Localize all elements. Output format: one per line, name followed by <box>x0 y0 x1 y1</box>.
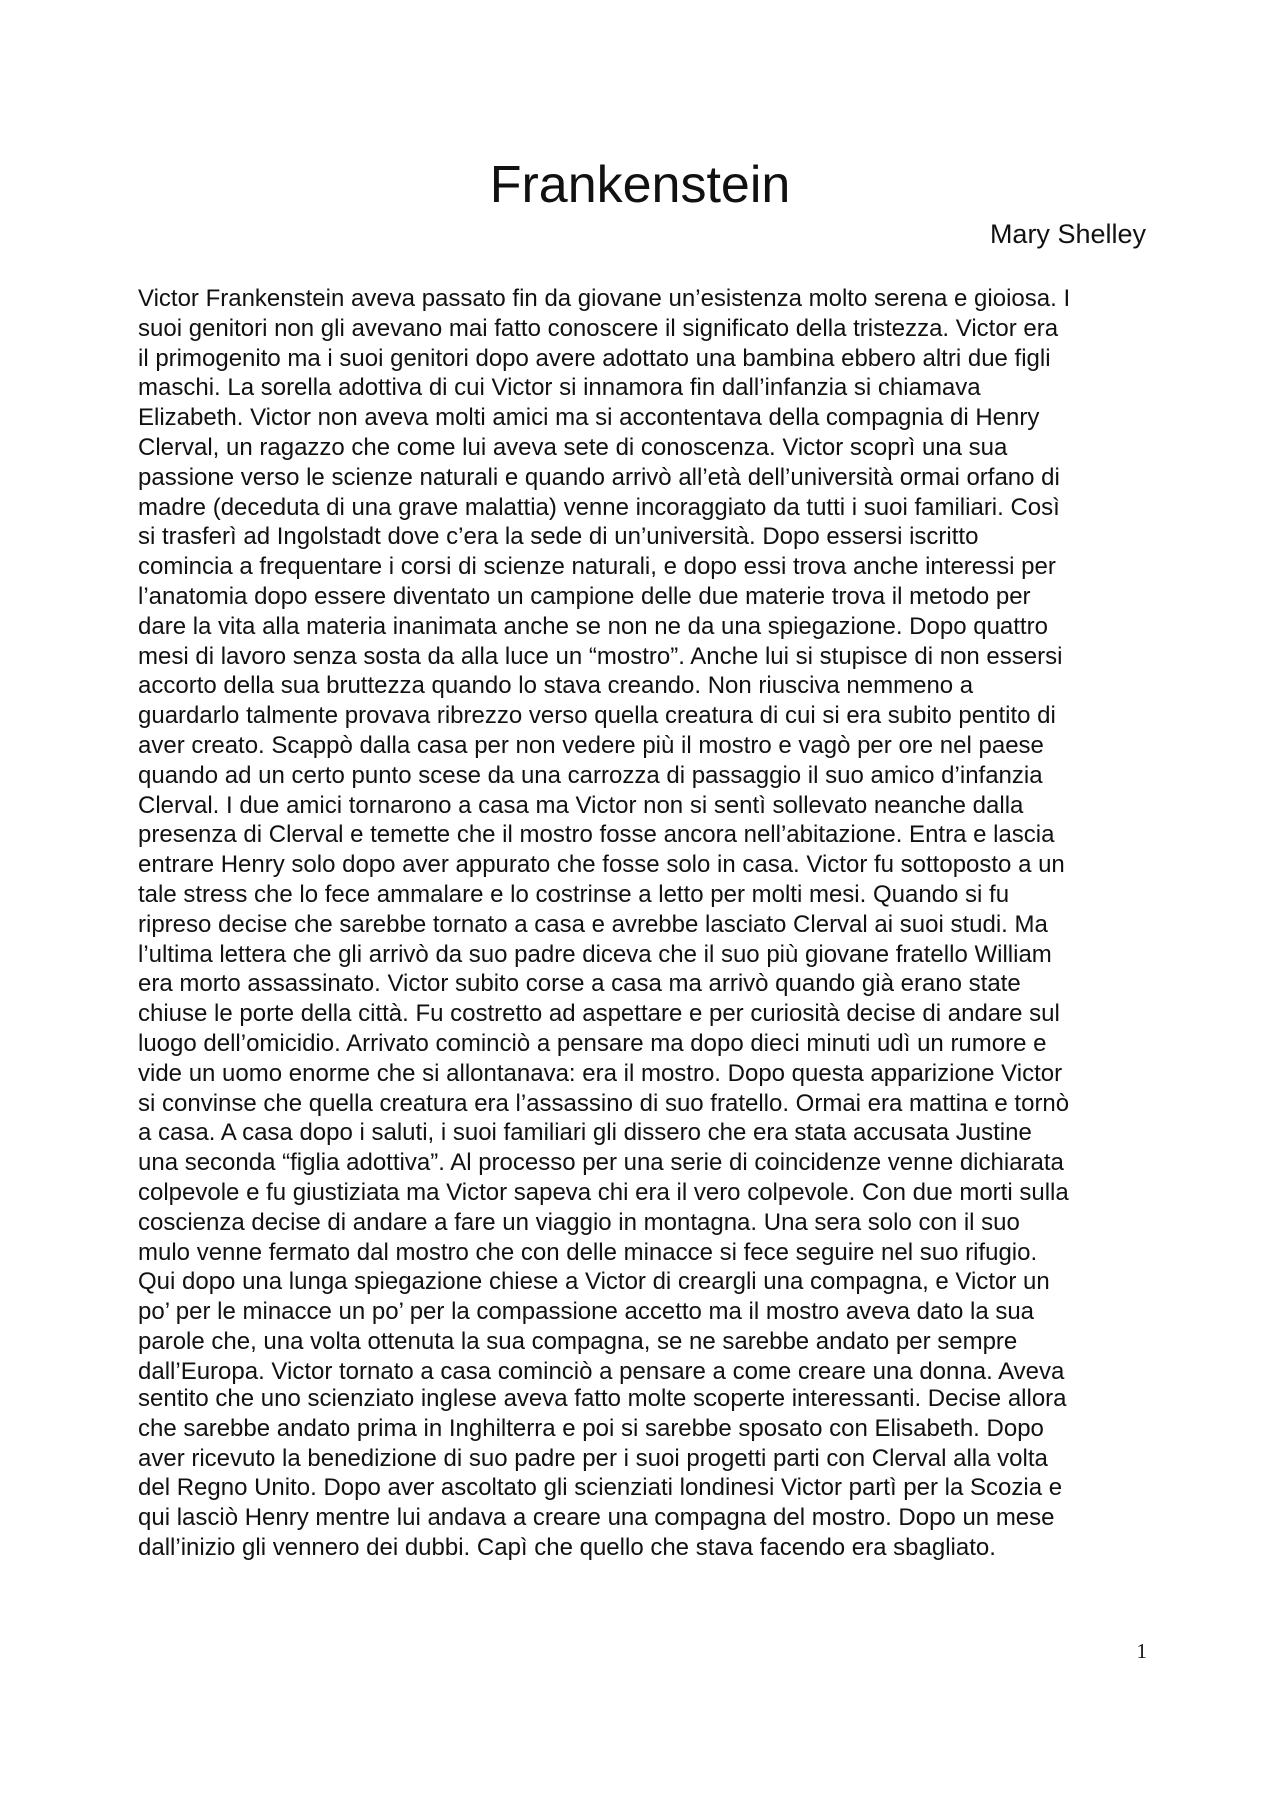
text-line: tale stress che lo fece ammalare e lo costrinse a letto per molti mesi. Quando si fu <box>138 880 1010 908</box>
text-line: Victor Frankenstein aveva passato fin da giovane un’esistenza molto serena e gioiosa. I <box>138 285 1071 312</box>
text-line: passione verso le scienze naturali e quando arrivò all’età dell’università ormai orfano di <box>138 463 1060 491</box>
text-line: Elizabeth. Victor non aveva molti amici ma si accontentava della compagnia di Henry <box>138 404 1040 432</box>
text-line: l’ultima lettera che gli arrivò da suo padre diceva che il suo più giovane fratello William <box>138 940 1052 968</box>
text-line: guardarlo talmente provava ribrezzo verso quella creatura di cui si era subito pentito di <box>138 702 1056 730</box>
text-line: presenza di Clerval e temette che il mostro fosse ancora nell’abitazione. Entra e lascia <box>138 821 1055 849</box>
text-line: luogo dell’omicidio. Arrivato cominciò a pensare ma dopo dieci minuti udì un rumore e <box>138 1029 1047 1057</box>
text-line: era morto assassinato. Victor subito corse a casa ma arrivò quando già erano state <box>138 970 1021 998</box>
text-line: coscienza decise di andare a fare un viaggio in montagna. Una sera solo con il suo <box>138 1208 1020 1236</box>
text-line: dall’inizio gli vennero dei dubbi. Capì che quello che stava facendo era sbagliato. <box>138 1533 996 1561</box>
text-line: aver ricevuto la benedizione di suo padre per i suoi progetti parti con Clerval alla volta <box>138 1444 1048 1472</box>
text-line: ripreso decise che sarebbe tornato a casa e avrebbe lasciato Clerval ai suoi studi. Ma <box>138 910 1048 938</box>
text-line: maschi. La sorella adottiva di cui Victor si innamora fin dall’infanzia si chiamava <box>138 374 981 402</box>
text-line: sentito che uno scienziato inglese aveva fatto molte scoperte interessanti. Decise allora <box>138 1385 1067 1412</box>
text-line: mesi di lavoro senza sosta da alla luce un “mostro”. Anche lui si stupisce di non essersi <box>138 642 1063 670</box>
page-number: 1 <box>1136 1639 1147 1663</box>
document-title: Frankenstein <box>489 156 791 214</box>
text-line: l’anatomia dopo essere diventato un campione delle due materie trova il metodo per <box>138 582 1031 610</box>
body-paragraph-2 <box>138 1384 1146 1563</box>
text-line: Clerval, un ragazzo che come lui aveva sete di conoscenza. Victor scoprì una sua <box>138 433 1008 461</box>
text-line: mulo venne fermato dal mostro che con delle minacce si fece seguire nel suo rifugio. <box>138 1238 1038 1266</box>
text-line: comincia a frequentare i corsi di scienze naturali, e dopo essi trova anche interessi per <box>138 553 1056 581</box>
body-paragraph-1 <box>138 284 1146 1386</box>
text-line: suoi genitori non gli avevano mai fatto conoscere il significato della tristezza. Victor era <box>138 314 1059 342</box>
text-line: una seconda “figlia adottiva”. Al processo per una serie di coincidenze venne dichiarata <box>138 1149 1064 1177</box>
text-line: a casa. A casa dopo i saluti, i suoi familiari gli dissero che era stata accusata Justine <box>138 1119 1032 1147</box>
text-line: parole che, una volta ottenuta la sua compagna, se ne sarebbe andato per sempre <box>138 1327 1018 1355</box>
text-line: che sarebbe andato prima in Inghilterra e poi si sarebbe sposato con Elisabeth. Dopo <box>138 1414 1044 1442</box>
text-line: aver creato. Scappò dalla casa per non vedere più il mostro e vagò per ore nel paese <box>138 731 1044 759</box>
text-line: si convinse che quella creatura era l’assassino di suo fratello. Ormai era mattina e tornò <box>138 1089 1070 1117</box>
text-line: Qui dopo una lunga spiegazione chiese a Victor di creargli una compagna, e Victor un <box>138 1268 1050 1296</box>
text-line: il primogenito ma i suoi genitori dopo avere adottato una bambina ebbero altri due figli <box>138 344 1051 372</box>
text-line: colpevole e fu giustiziata ma Victor sapeva chi era il vero colpevole. Con due morti sulla <box>138 1178 1069 1206</box>
text-line: chiuse le porte della città. Fu costretto ad aspettare e per curiosità decise di andare sul <box>138 1000 1060 1028</box>
text-line: vide un uomo enorme che si allontanava: era il mostro. Dopo questa apparizione Victor <box>138 1059 1063 1087</box>
text-line: dare la vita alla materia inanimata anche se non ne da una spiegazione. Dopo quattro <box>138 612 1048 640</box>
text-line: del Regno Unito. Dopo aver ascoltato gli scienziati londinesi Victor partì per la Scozia e <box>138 1474 1063 1502</box>
text-line: accorto della sua bruttezza quando lo stava creando. Non riusciva nemmeno a <box>138 672 974 700</box>
text-line: si trasferì ad Ingolstadt dove c’era la sede di un’università. Dopo essersi iscritto <box>138 523 979 551</box>
text-line: madre (deceduta di una grave malattia) venne incoraggiato da tutti i suoi familiari. Così <box>138 493 1060 521</box>
text-line: qui lasciò Henry mentre lui andava a creare una compagna del mostro. Dopo un mese <box>138 1504 1055 1532</box>
text-line: entrare Henry solo dopo aver appurato che fosse solo in casa. Victor fu sottoposto a un <box>138 851 1065 879</box>
text-line: quando ad un certo punto scese da una carrozza di passaggio il suo amico d’infanzia <box>138 761 1043 789</box>
text-line: Clerval. I due amici tornarono a casa ma Victor non si sentì sollevato neanche dalla <box>138 791 1024 819</box>
text-line: po’ per le minacce un po’ per la compassione accetto ma il mostro aveva dato la sua <box>138 1298 1035 1326</box>
document-author: Mary Shelley <box>989 219 1146 249</box>
text-line: dall’Europa. Victor tornato a casa cominciò a pensare a come creare una donna. Aveva <box>138 1357 1065 1385</box>
